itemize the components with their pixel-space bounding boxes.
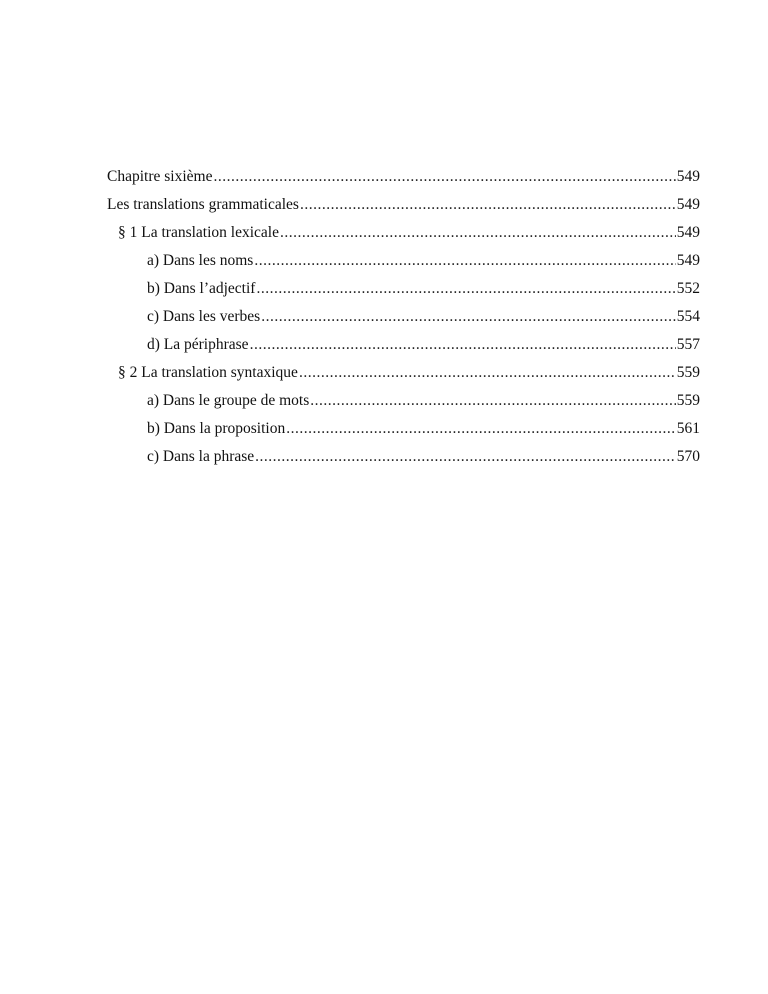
toc-dot-leader xyxy=(300,191,676,219)
toc-entry-page: 549 xyxy=(676,224,700,241)
toc-entry-subsection xyxy=(107,359,700,387)
toc-entry-page: 557 xyxy=(676,336,700,353)
toc-dot-leader xyxy=(256,275,675,303)
toc-entry-page: 549 xyxy=(676,168,700,185)
toc-entry-title: Les translations grammaticales xyxy=(107,196,299,213)
toc-entry-page: 554 xyxy=(676,308,700,325)
toc-entry-title: § 2 La translation syntaxique xyxy=(118,364,298,381)
toc-entry-page: 549 xyxy=(676,196,700,213)
toc-entry-item xyxy=(107,443,700,471)
toc-entry-page: 559 xyxy=(676,364,700,381)
toc-entry-title: Chapitre sixième xyxy=(107,168,213,185)
toc-dot-leader xyxy=(280,219,676,247)
toc-entry-page: 559 xyxy=(676,392,700,409)
toc-dot-leader xyxy=(213,163,675,191)
toc-entry-item xyxy=(107,303,700,331)
toc-entry-title: d) La périphrase xyxy=(147,336,249,353)
toc-entry-title: a) Dans le groupe de mots xyxy=(147,392,310,409)
toc-dot-leader xyxy=(261,303,676,331)
toc-dot-leader xyxy=(299,359,676,387)
toc-entry-section xyxy=(107,191,700,219)
toc-entry-title: c) Dans les verbes xyxy=(147,308,261,325)
toc-dot-leader xyxy=(254,247,675,275)
toc-entry-title: c) Dans la phrase xyxy=(147,448,255,465)
toc-dot-leader xyxy=(250,331,676,359)
toc-entry-item xyxy=(107,275,700,303)
toc-entry-page: 549 xyxy=(676,252,700,269)
toc-entry-title: b) Dans la proposition xyxy=(147,420,286,437)
toc-dot-leader xyxy=(286,415,676,443)
toc-entry-subsection xyxy=(107,219,700,247)
toc-dot-leader xyxy=(310,387,675,415)
toc-entry-title: a) Dans les noms xyxy=(147,252,254,269)
toc-dot-leader xyxy=(255,443,676,471)
toc-entry-item xyxy=(107,247,700,275)
toc-entry-item xyxy=(107,415,700,443)
toc-entry-page: 552 xyxy=(676,280,700,297)
toc-entry-page: 570 xyxy=(676,448,700,465)
toc-entry-item xyxy=(107,387,700,415)
toc-entry-title: § 1 La translation lexicale xyxy=(118,224,279,241)
toc-entry-chapter xyxy=(107,163,700,191)
table-of-contents xyxy=(107,163,700,471)
toc-entry-item xyxy=(107,331,700,359)
toc-entry-title: b) Dans l’adjectif xyxy=(147,280,256,297)
toc-entry-page: 561 xyxy=(676,420,700,437)
